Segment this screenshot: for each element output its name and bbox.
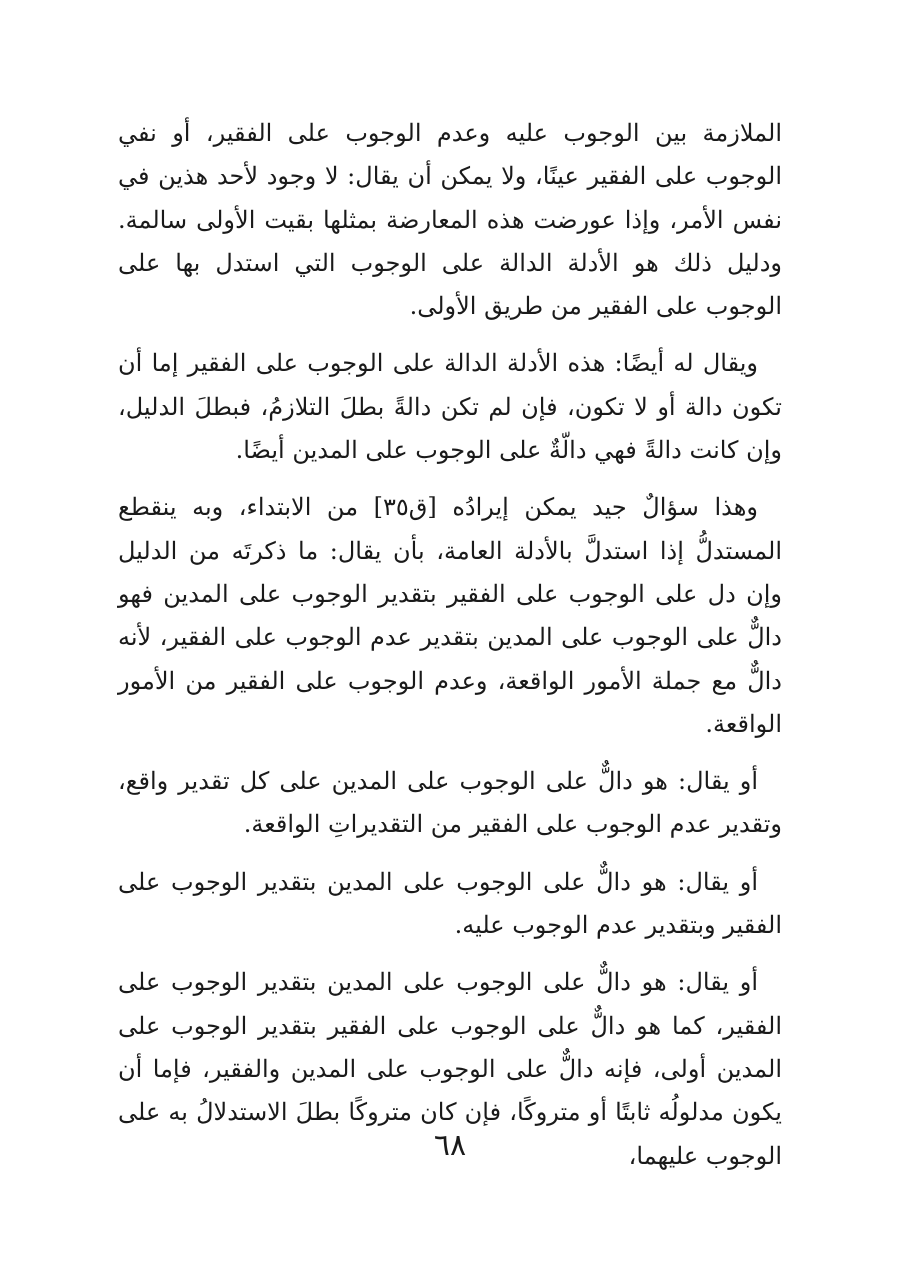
paragraph-text: أو يقال: هو دالٌّ على الوجوب على المدين على كل تقدير واقع، وتقدير عدم الوجوب على الفقير من التقديراتِ الواقعة. <box>118 767 782 839</box>
page-number: ٦٨ <box>433 1128 467 1163</box>
paragraph-text: الملازمة بين الوجوب عليه وعدم الوجوب على الفقير، أو نفي الوجوب على الفقير عينًا، ولا يمكن أن يقال: لا وجود لأحد هذين في نفس الأمر، وإذا عورضت هذه المعارضة بمثلها بقيت الأولى سالمة. ودليل ذلك هو الأدلة الدالة على الوجوب التي استدل بها على الوجوب على الفقير من طريق الأولى. <box>118 119 782 321</box>
paragraph-3 <box>118 486 782 746</box>
paragraph-text: أو يقال: هو دالٌّ على الوجوب على المدين بتقدير الوجوب على الفقير، كما هو دالٌّ على الوجوب على الفقير بتقدير الوجوب على المدين أولى، فإنه دالٌّ على الوجوب على المدين والفقير، فإما أن يكون مدلولُه ثابتًا أو متروكًا، فإن كان متروكًا بطلَ الاستدلالُ به على الوجوب عليهما، <box>118 968 782 1170</box>
body-text <box>118 112 782 1192</box>
paragraph-4 <box>118 760 782 847</box>
paragraph-2 <box>118 342 782 472</box>
paragraph-text: أو يقال: هو دالٌّ على الوجوب على المدين بتقدير الوجوب على الفقير وبتقدير عدم الوجوب عليه. <box>118 867 782 940</box>
paragraph-text: وهذا سؤالٌ جيد يمكن إيرادُه [ق٣٥] من الابتداء، وبه ينقطع المستدلُّ إذا استدلَّ بالأدلة العامة، بأن يقال: ما ذكرتَه من الدليل وإن دل على الوجوب على الفقير بتقدير الوجوب على المدين فهو دالٌّ على الوجوب على المدين بتقدير عدم الوجوب على الفقير، لأنه دالٌّ مع جملة الأمور الواقعة، وعدم الوجوب على الفقير من الأمور الواقعة. <box>118 493 782 738</box>
paragraph-1 <box>118 112 782 328</box>
paragraph-5 <box>118 861 782 948</box>
paragraph-text: ويقال له أيضًا: هذه الأدلة الدالة على الوجوب على الفقير إما أن تكون دالة أو لا تكون، فإن لم تكن دالةً بطلَ التلازمُ، فبطلَ الدليل، وإن كانت دالةً فهي دالّةٌ على الوجوب على المدين أيضًا. <box>118 349 782 465</box>
